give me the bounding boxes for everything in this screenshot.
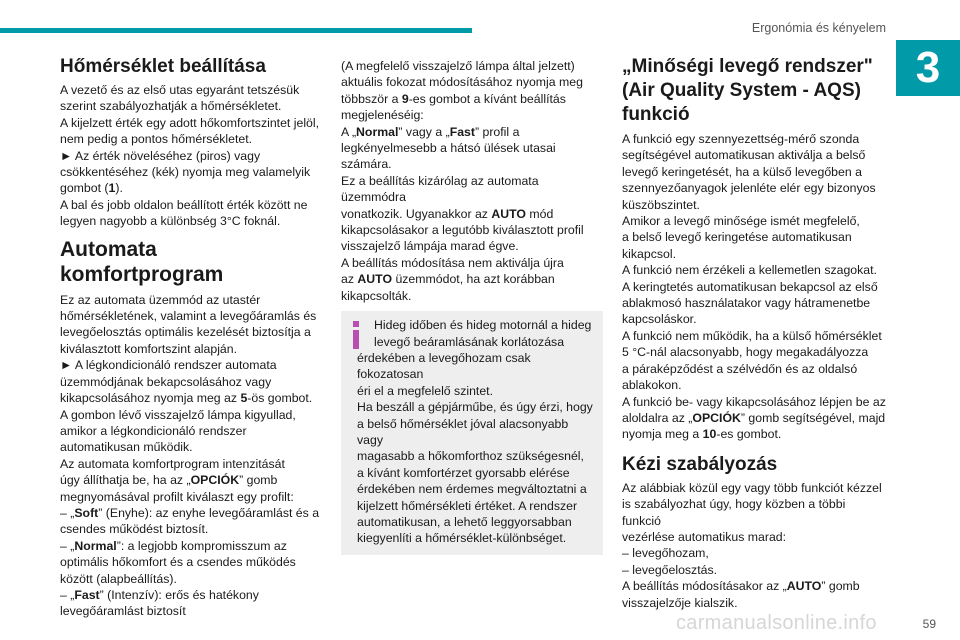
info-icon xyxy=(348,321,364,349)
paragraph-kezi: Az alábbiak közül egy vagy több funkciót kézzel is szabályozhat úgy, hogy közben a többi funkció vezérlése automatikus marad: – levegőhozam, – levegőelosztás. A beállítás módosításakor az „AUTO” gomb visszajelzője kialszik. xyxy=(622,480,882,610)
heading-automata-komfortprogram: Automata komfortprogram xyxy=(60,237,224,286)
heading-kezi-szabalyozas: Kézi szabályozás xyxy=(622,453,778,475)
info-note-box: Hideg időben és hideg motornál a hideg levegő beáramlásának korlátozása érdekében a levegőhozam csak fokozatosan éri el a megfelelő szintet. Ha beszáll a gépjárműbe, és úgy érzi, hogy a belső hőmérséklet jóval alacsonyabb vagy magasabb a hőkomforthoz szükségesnél, a kívánt komfortérzet gyorsabb elérése érdekében nem érdemes megváltoztatni a kijelzett hőmérsékleti értéket. A rendszer automatikusan, a lehető leggyorsabban kiegyenlíti a hőmérséklet-különbséget. xyxy=(341,311,603,555)
page-number: 59 xyxy=(922,617,936,631)
heading-aqs: „Minőségi levegő rendszer" (Air Quality System - AQS) funkció xyxy=(622,56,873,125)
paragraph-automata: Ez az automata üzemmód az utastér hőmérsékletének, valamint a levegőáramlás és levegőelosztás optimális kezelését biztosítja a kiválasztott komfortszint alapján. ► A légkondicionáló rendszer automata üzemmódjának bekapcsolásához vagy kikapcsolásához nyomja meg az 5-ös gombot. A gombon lévő visszajelző lámpa kigyullad, amikor a légkondicionáló rendszer automatikusan működik. Az automata komfortprogram intenzitását úgy állíthatja be, ha az „OPCIÓK” gomb megnyomásával profilt kiválaszt egy profilt: – „Soft” (Enyhe): az enyhe levegőáramlást és a csendes működést biztosít. – „Normal”: a legjobb kompromisszum az optimális hőkomfort és a csendes működés között (alapbeállítás). – „Fast” (Intenzív): erős és hatékony levegőáramlást biztosít xyxy=(60,292,320,619)
heading-homerseklet: Hőmérséklet beállítása xyxy=(60,56,266,77)
watermark: carmanualsonline.info xyxy=(676,612,877,634)
paragraph-homerseklet: A vezető és az első utas egyaránt tetszésük szerint szabályozhatják a hőmérsékletet. A kijelzett érték egy adott hőkomfortszintet jelöl, nem pedig a pontos hőmérsékletet. ► Az érték növeléséhez (piros) vagy csökkentéséhez (kék) nyomja meg valamelyik gombot (1). A bal és jobb oldalon beállított érték között ne legyen nagyobb a különbség 3°C foknál. xyxy=(60,83,320,229)
paragraph-fokozat: (A megfelelő visszajelző lámpa által jelzett) aktuális fokozat módosításához nyomja meg többször a 9-es gombot a kívánt beállítás megjelenéséig: A „Normal” vagy a „Fast” profil a legkényelmesebb a hátsó ülések utasai számára. Ez a beállítás kizárólag az automata üzemmódra vonatkozik. Ugyanakkor az AUTO mód kikapcsolásakor a legutóbb kiválasztott profil visszajelző lámpája marad égve. A beállítás módosítása nem aktiválja újra az AUTO üzemmódot, ha azt korábban kikapcsolták. xyxy=(341,59,584,303)
paragraph-aqs: A funkció egy szennyezettség-mérő szonda segítségével automatikusan aktiválja a belső levegő keringetését, ha a külső levegőben a szennyezőanyagok jelenléte elér egy bizonyos küszöbszintet. Amikor a levegő minősége ismét megfelelő, a belső levegő keringetése automatikusan kikapcsol. A funkció nem érzékeli a kellemetlen szagokat. A keringtetés automatikusan bekapcsol az első ablakmosó használatakor vagy hátramenetbe kapcsoláskor. A funkció nem működik, ha a külső hőmérséklet 5 °C-nál alacsonyabb, hogy megakadályozza a páraképződést a szélvédőn és az oldalsó ablakokon. A funkció be- vagy kikapcsolásához lépjen be az aloldalra az „OPCIÓK” gomb segítségével, majd nyomja meg a 10-es gombot. xyxy=(622,132,886,442)
column-3 xyxy=(622,55,886,611)
section-header-title: Ergonómia és kényelem xyxy=(751,21,886,35)
chapter-number-badge: 3 xyxy=(896,40,960,96)
header-accent-bar xyxy=(0,28,472,33)
column-1 xyxy=(60,55,322,620)
column-2 xyxy=(341,58,603,555)
